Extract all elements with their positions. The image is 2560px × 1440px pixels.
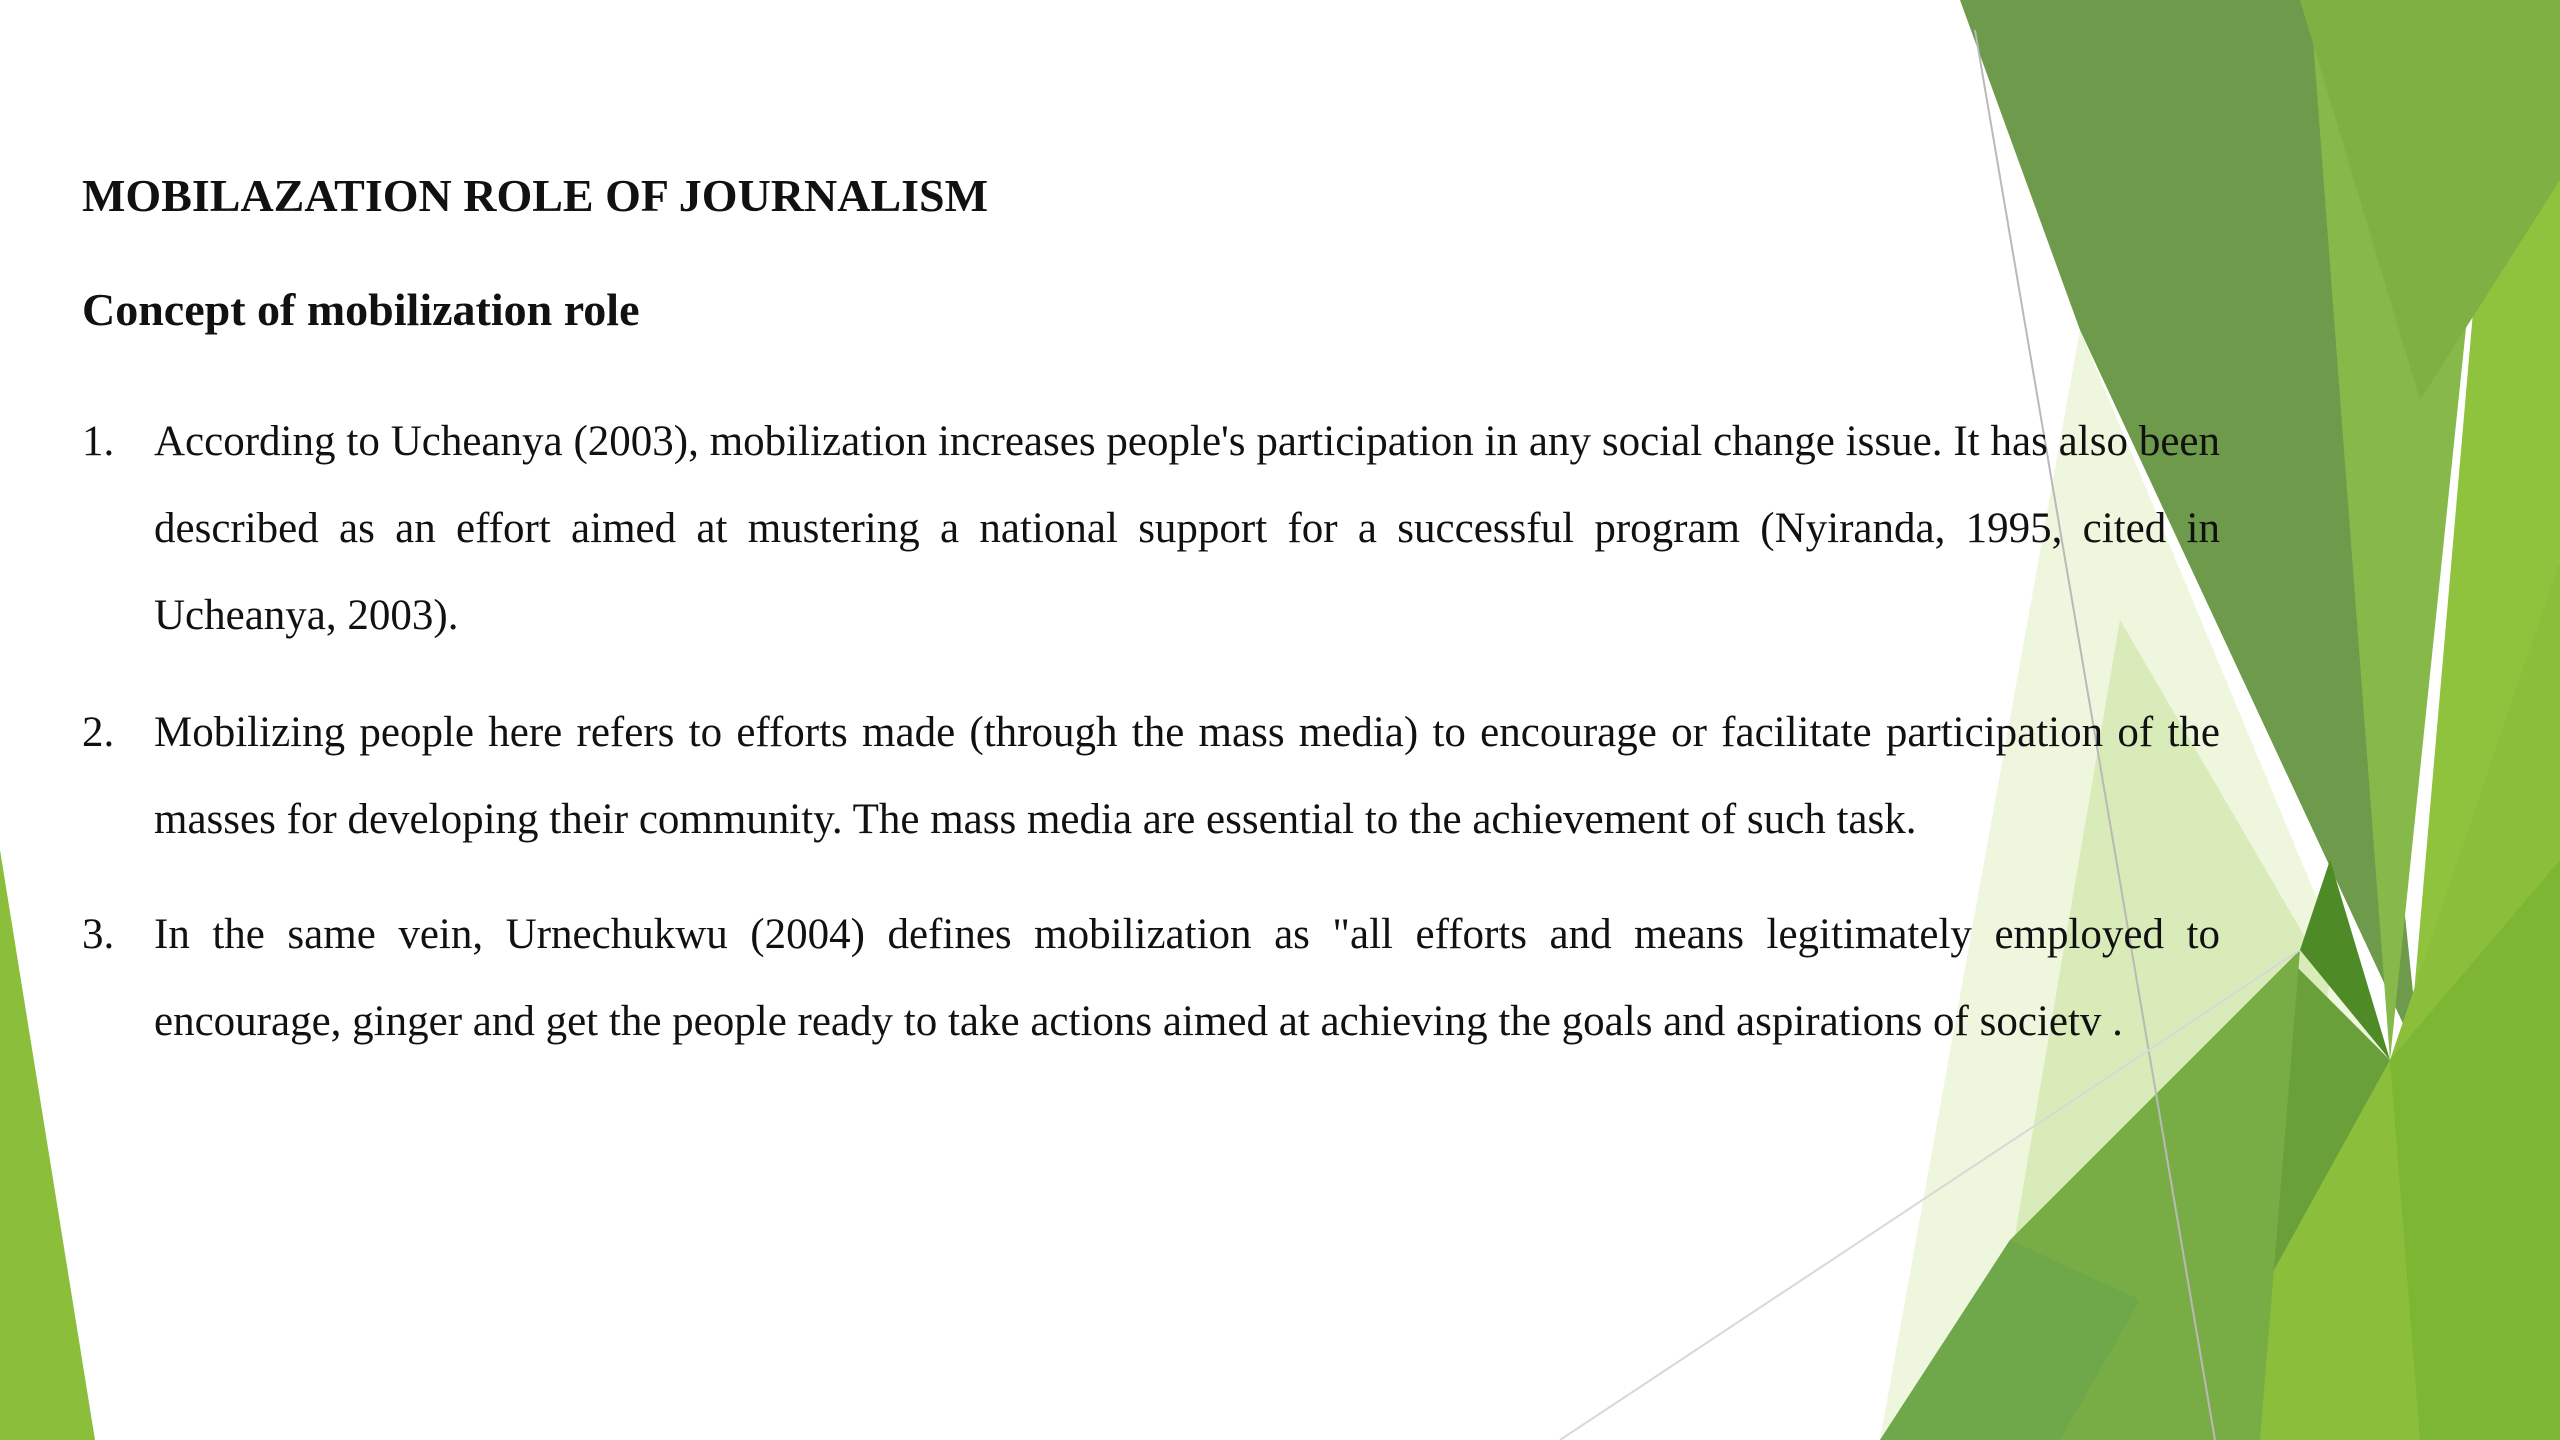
list-item xyxy=(82,891,2220,1065)
slide-title: MOBILAZATION ROLE OF JOURNALISM xyxy=(82,170,989,221)
list-item-number: 2. xyxy=(82,709,115,756)
slide-content xyxy=(82,160,2220,1095)
list-item xyxy=(82,689,2220,863)
list-item-number: 1. xyxy=(82,418,115,465)
list-item-text: Mobilizing people here refers to efforts made (through the mass media) to encourage or facilitate participation of the masses for developing their community. The mass media are essential to the achievement of such task. xyxy=(154,709,2220,843)
list-item-number: 3. xyxy=(82,911,115,958)
section-heading: Concept of mobilization role xyxy=(82,284,640,335)
numbered-list xyxy=(82,398,2220,1065)
list-item-text: In the same vein, Urnechukwu (2004) defines mobilization as "all efforts and means legitimately employed to encourage, ginger and get the people ready to take actions aimed at achieving the goals and aspirations of societv . xyxy=(154,911,2220,1045)
list-item xyxy=(82,398,2220,659)
list-item-text: According to Ucheanya (2003), mobilization increases people's participation in any social change issue. It has also been described as an effort aimed at mustering a national support for a successful program (Nyiranda, 1995, cited in Ucheanya, 2003). xyxy=(154,418,2220,639)
